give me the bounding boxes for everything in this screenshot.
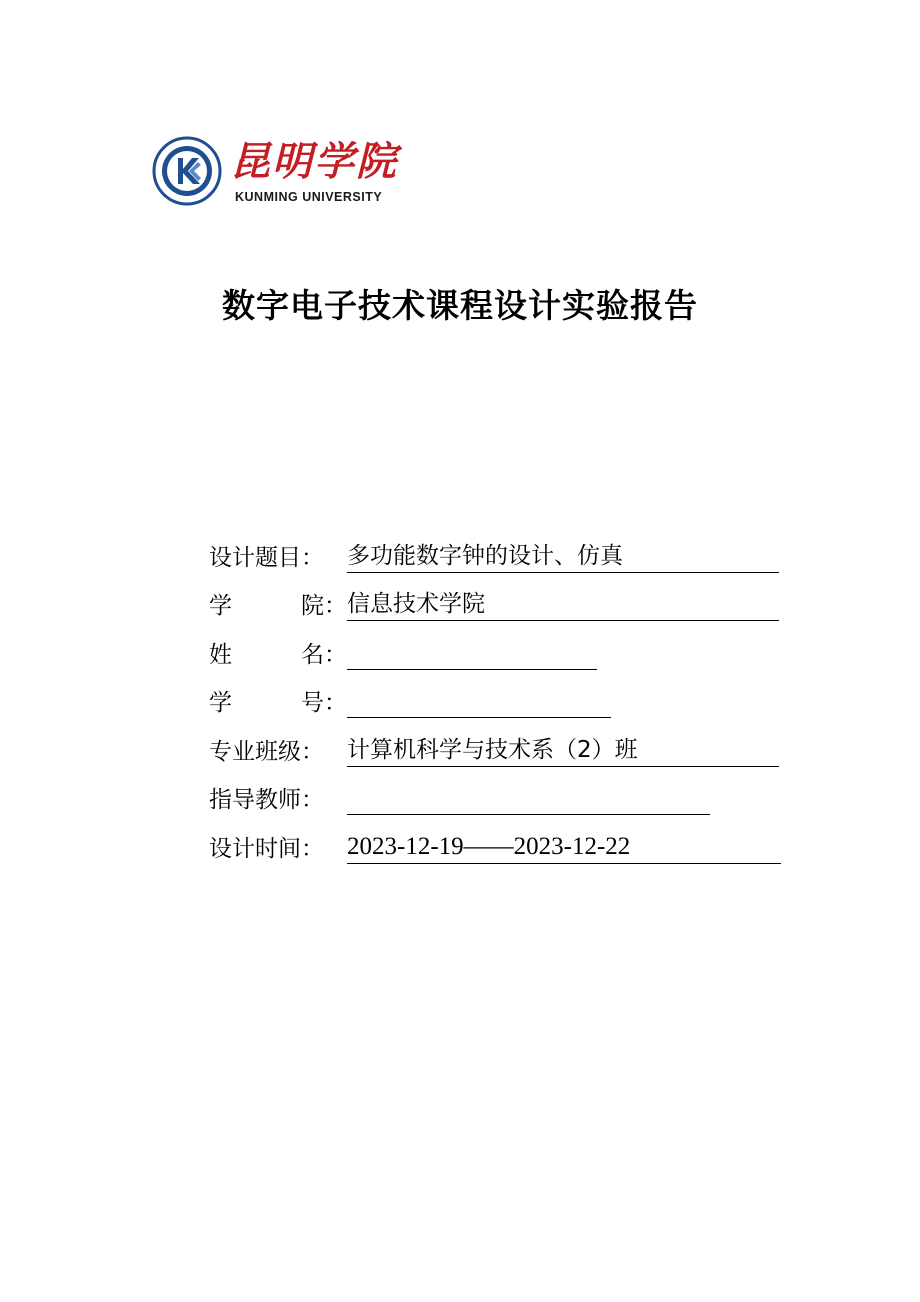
field-label-topic: 设计题目： [209, 544, 324, 571]
field-value-student-id [347, 686, 611, 718]
field-row-topic [209, 524, 781, 573]
report-title: 数字电子技术课程设计实验报告 [222, 286, 698, 325]
field-label-college: 学 院： [209, 593, 347, 619]
field-value-name [347, 638, 597, 670]
field-label-advisor: 指导教师： [209, 787, 324, 813]
field-row-student-id [209, 670, 781, 719]
field-row-name [209, 621, 781, 670]
field-label-student-id: 学 号： [209, 690, 347, 716]
field-value-class: 计算机科学与技术系（2）班 [347, 735, 779, 767]
university-emblem-icon [152, 136, 222, 206]
field-value-advisor [347, 783, 710, 815]
field-row-advisor [209, 767, 781, 816]
cover-info-form [209, 524, 781, 864]
field-row-time [209, 815, 781, 864]
logo-english-name: KUNMING UNIVERSITY [235, 190, 383, 204]
field-value-time: 2023-12-19——2023-12-22 [347, 832, 781, 864]
logo-chinese-name: 昆明学院 [230, 138, 398, 185]
field-label-time: 设计时间： [209, 835, 324, 862]
field-value-college: 信息技术学院 [347, 589, 779, 621]
field-label-name: 姓 名： [209, 641, 347, 668]
field-row-class [209, 718, 781, 767]
university-logo [140, 124, 398, 222]
field-row-college [209, 573, 781, 622]
field-value-topic: 多功能数字钟的设计、仿真 [347, 541, 779, 573]
field-label-class: 专业班级： [209, 738, 324, 765]
